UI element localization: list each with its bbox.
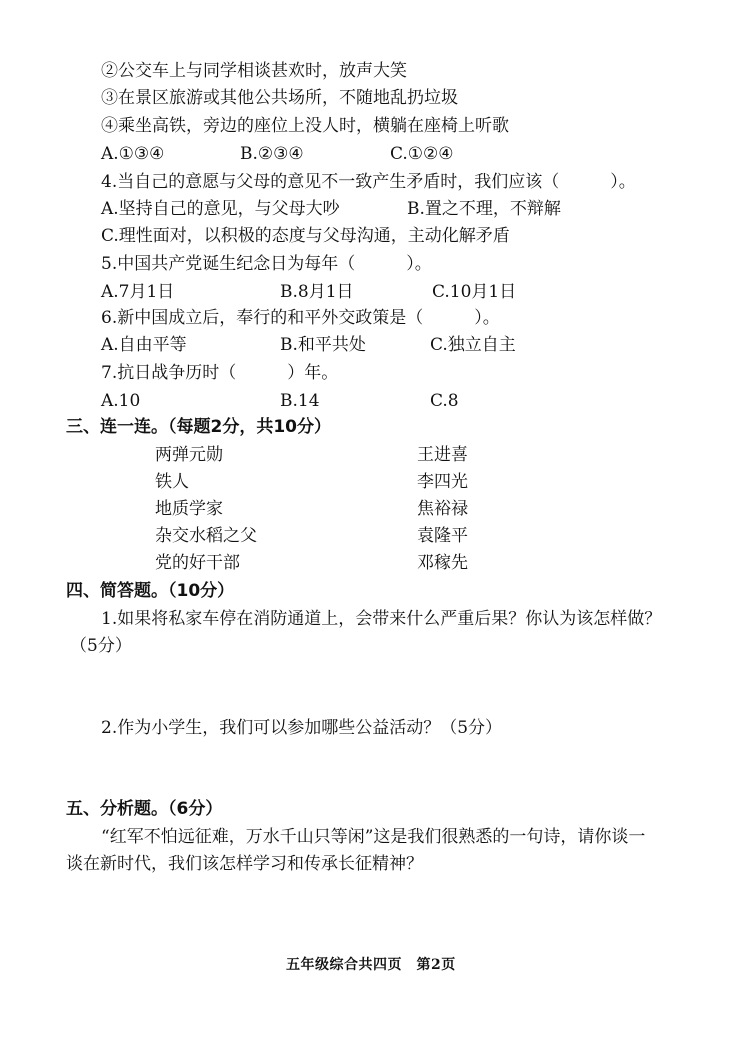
q4-question: 4.当自己的意愿与父母的意见不一致产生矛盾时，我们应该（ ）。 [101,172,636,192]
q7-question: 7.抗日战争历时（ ）年。 [101,363,339,383]
q3-item-4: ④乘坐高铁，旁边的座位上没人时，横躺在座椅上听歌 [101,116,509,136]
match-right-2: 李四光 [417,472,468,492]
q5-question: 5.中国共产党诞生纪念日为每年（ ）。 [101,254,432,274]
section3-title: 三、连一连。（每题2分，共10分） [66,417,331,437]
match-right-5: 邓稼先 [417,553,468,573]
q6-option-b: B.和平共处 [280,335,366,355]
q3-item-2: ②公交车上与同学相谈甚欢时，放声大笑 [101,61,407,81]
q7-option-c: C.8 [430,391,459,411]
match-right-1: 王进喜 [417,445,468,465]
q7-option-b: B.14 [280,391,320,411]
q4-option-a: A.坚持自己的意见，与父母大吵 [101,199,340,219]
q6-option-a: A.自由平等 [101,335,187,355]
q4-option-b: B.置之不理，不辩解 [407,199,561,219]
q6-question: 6.新中国成立后，奉行的和平外交政策是（ ）。 [101,308,500,328]
match-left-3: 地质学家 [155,499,223,519]
q6-option-c: C.独立自主 [430,335,516,355]
section5-line1: “红军不怕远征难，万水千山只等闲”这是我们很熟悉的一句诗，请你谈一 [101,827,646,847]
section4-q1-line1: 1.如果将私家车停在消防通道上，会带来什么严重后果？你认为该怎样做？ [101,609,662,629]
q5-option-a: A.7月1日 [101,282,175,302]
match-left-1: 两弹元勋 [155,445,223,465]
q3-option-a: A.①③④ [101,144,165,164]
page-footer: 五年级综合共四页 第2页 [286,957,456,973]
match-right-4: 袁隆平 [417,526,468,546]
section5-line2: 谈在新时代，我们该怎样学习和传承长征精神？ [66,854,423,874]
section4-q2: 2.作为小学生，我们可以参加哪些公益活动？（5分） [101,718,503,738]
q3-option-c: C.①②④ [390,144,454,164]
match-left-5: 党的好干部 [155,553,240,573]
match-right-3: 焦裕禄 [417,499,468,519]
q5-option-b: B.8月1日 [280,282,354,302]
q5-option-c: C.10月1日 [432,282,517,302]
match-left-2: 铁人 [155,472,189,492]
match-left-4: 杂交水稻之父 [155,526,257,546]
q3-option-b: B.②③④ [240,144,304,164]
section5-title: 五、分析题。（6分） [66,799,223,819]
section4-q1-line2: （5分） [70,636,132,656]
q3-item-3: ③在景区旅游或其他公共场所，不随地乱扔垃圾 [101,88,458,108]
q4-option-c: C.理性面对，以积极的态度与父母沟通，主动化解矛盾 [101,226,510,246]
q7-option-a: A.10 [101,391,141,411]
section4-title: 四、简答题。（10分） [66,581,235,601]
